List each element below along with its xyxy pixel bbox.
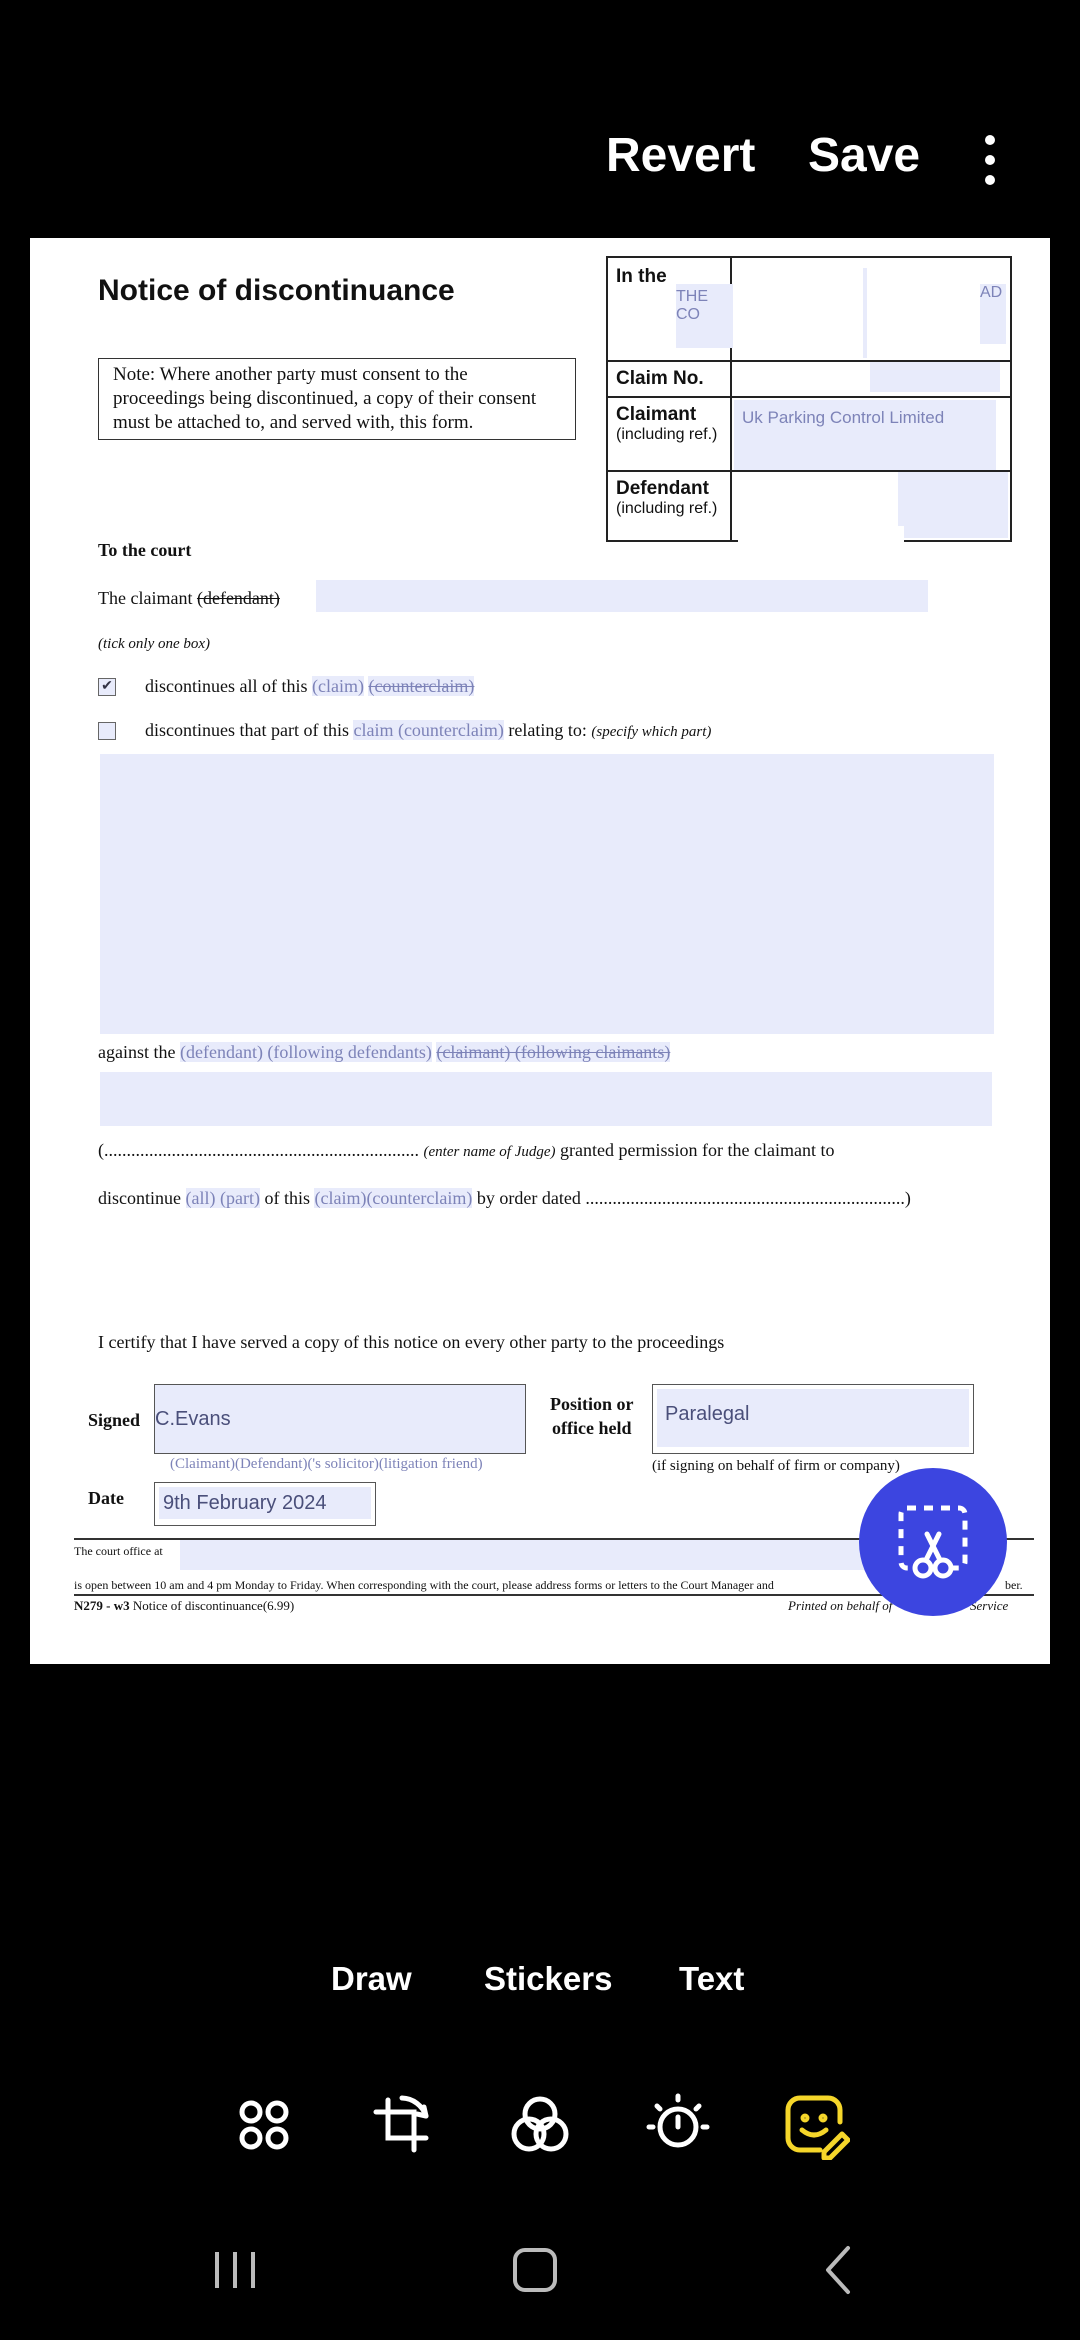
- system-nav-bar: [0, 2230, 1080, 2310]
- against-the-text: against the: [98, 1042, 176, 1062]
- defendant-struck-text: (defendant): [196, 588, 280, 608]
- court-office-text: The court office at: [74, 1544, 163, 1558]
- defendant-label: Defendant: [616, 478, 709, 499]
- scissors-selection-icon: [859, 1468, 1007, 1616]
- claim-counterclaim-options[interactable]: (claim)(counterclaim): [314, 1188, 473, 1208]
- case-header-table: [606, 256, 1012, 542]
- claim-no-field[interactable]: [870, 362, 1000, 392]
- court-name-value-left: THE CO: [676, 284, 736, 348]
- claimant-sub-label: (including ref.): [616, 426, 718, 443]
- all-part-options[interactable]: (all) (part): [185, 1188, 260, 1208]
- date-value: 9th February 2024: [159, 1487, 371, 1519]
- signed-label: Signed: [88, 1410, 141, 1430]
- filters-icon[interactable]: [505, 2090, 575, 2160]
- option-all-text: [145, 676, 474, 697]
- draw-tab[interactable]: Draw: [331, 1960, 412, 1997]
- position-value: Paralegal: [657, 1389, 969, 1447]
- redaction-block: [738, 526, 904, 578]
- form-code-line: [74, 1598, 294, 1614]
- brightness-icon[interactable]: [643, 2090, 713, 2160]
- opening-hours-text: is open between 10 am and 4 pm Monday to Friday. When corresponding with the court, please address forms or letters to the Court Manager and: [74, 1578, 774, 1592]
- document-preview[interactable]: [30, 238, 1050, 1664]
- page-title: Notice of discontinuance: [98, 274, 455, 307]
- claimant-statement: [98, 588, 280, 609]
- against-defendant-options[interactable]: (defendant) (following defendants): [179, 1042, 432, 1062]
- of-this-text: of this: [264, 1188, 310, 1208]
- claimant-value[interactable]: Uk Parking Control Limited: [734, 400, 996, 470]
- home-icon[interactable]: [505, 2240, 565, 2300]
- option-part-prefix: discontinues that part of this: [145, 720, 349, 740]
- judge-dots: (......................................................................: [98, 1140, 419, 1160]
- editor-icon-bar: [0, 2090, 1080, 2170]
- order-date-dots[interactable]: .......................................................................): [585, 1188, 911, 1208]
- tool-tabs: [0, 1960, 1080, 2020]
- in-the-label: In the: [616, 266, 667, 287]
- court-office-field[interactable]: [180, 1540, 900, 1570]
- revert-button[interactable]: Revert: [606, 129, 756, 182]
- option-all-counterclaim[interactable]: (counterclaim): [368, 676, 475, 696]
- top-bar: [0, 0, 1080, 240]
- claimant-name-field[interactable]: [316, 580, 928, 612]
- form-name: Notice of discontinuance(6.99): [132, 1598, 295, 1613]
- option-all-prefix: discontinues all of this: [145, 676, 308, 696]
- save-button[interactable]: Save: [808, 129, 921, 182]
- option-part-claim[interactable]: claim (counterclaim): [353, 720, 504, 740]
- position-label: [550, 1392, 634, 1440]
- cutout-fab[interactable]: [859, 1468, 1007, 1616]
- by-order-text: by order dated: [476, 1188, 581, 1208]
- option-part-suffix: relating to:: [508, 720, 587, 740]
- form-code: N279 - w3: [74, 1598, 130, 1613]
- enter-judge-hint: (enter name of Judge): [423, 1144, 556, 1160]
- court-name-value-right: AD: [980, 284, 1006, 344]
- printed-on-text: Printed on behalf of: [788, 1598, 893, 1613]
- more-options-icon[interactable]: [975, 135, 1005, 185]
- stickers-tab[interactable]: Stickers: [484, 1960, 613, 1997]
- discontinue-statement: [98, 1188, 911, 1209]
- crop-rotate-icon[interactable]: [366, 2090, 436, 2160]
- against-statement: [98, 1042, 670, 1063]
- granted-text: granted permission for the claimant to: [560, 1140, 835, 1160]
- defendant-field[interactable]: [898, 472, 1008, 538]
- claim-no-label: Claim No.: [616, 368, 704, 389]
- certify-statement: I certify that I have served a copy of this notice on every other party to the proceedings: [98, 1332, 725, 1352]
- defendant-sub-label: (including ref.): [616, 500, 718, 517]
- opening-hours-end: ber.: [1005, 1578, 1023, 1592]
- date-label: Date: [88, 1488, 124, 1508]
- signed-roles[interactable]: (Claimant)(Defendant)('s solicitor)(litigation friend): [170, 1456, 483, 1472]
- against-claimant-options[interactable]: (claimant) (following claimants): [436, 1042, 671, 1062]
- tick-instruction: (tick only one box): [98, 636, 211, 652]
- printed-on-end: Service: [970, 1598, 1009, 1613]
- option-part-text: [145, 720, 711, 741]
- option-all-claim[interactable]: (claim): [311, 676, 364, 696]
- claimant-label: Claimant: [616, 404, 697, 425]
- signed-field[interactable]: C.Evans: [154, 1384, 526, 1454]
- sticker-icon[interactable]: [780, 2090, 850, 2160]
- option-part-specify: (specify which part): [591, 724, 712, 740]
- consent-note: Note: Where another party must consent to the proceedings being discontinued, a copy of their consent must be attached to, and served with, this form.: [98, 358, 576, 440]
- to-the-court-heading: To the court: [98, 540, 192, 560]
- position-label-line2: office held: [552, 1418, 632, 1438]
- position-label-line1: Position or: [550, 1394, 634, 1414]
- position-field[interactable]: [652, 1384, 974, 1454]
- discontinue-part-checkbox[interactable]: [98, 722, 116, 740]
- judge-statement: [98, 1140, 834, 1161]
- part-details-field[interactable]: [100, 754, 994, 1034]
- the-claimant-text: The claimant: [98, 588, 193, 608]
- back-icon[interactable]: [810, 2240, 870, 2300]
- text-tab[interactable]: Text: [679, 1960, 745, 1997]
- redaction-block: [733, 268, 863, 358]
- apps-icon[interactable]: [229, 2090, 299, 2160]
- against-names-field[interactable]: [100, 1072, 992, 1126]
- discontinue-all-checkbox[interactable]: ✔: [98, 678, 116, 696]
- date-field[interactable]: [154, 1482, 376, 1526]
- discontinue-text: discontinue: [98, 1188, 181, 1208]
- position-note: (if signing on behalf of firm or company): [652, 1458, 900, 1474]
- recent-apps-icon[interactable]: [205, 2240, 265, 2300]
